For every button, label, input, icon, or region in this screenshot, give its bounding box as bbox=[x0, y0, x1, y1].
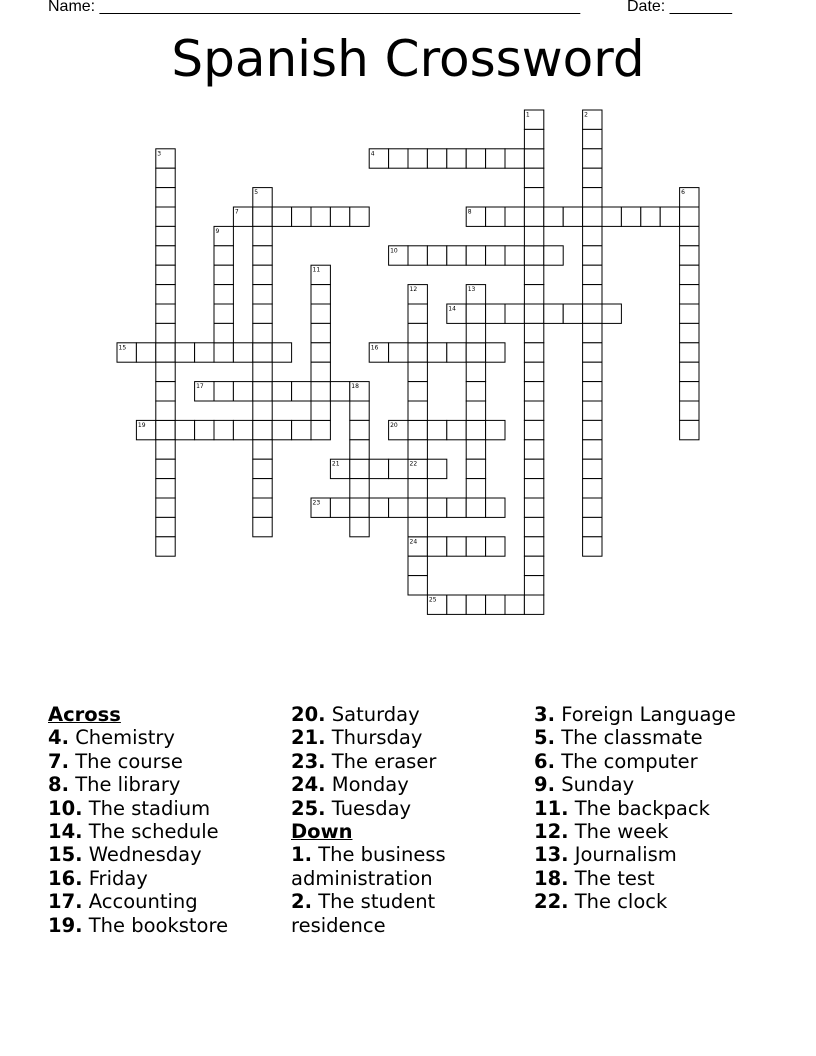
grid-cell[interactable] bbox=[466, 459, 485, 478]
grid-cell[interactable] bbox=[369, 498, 388, 517]
clue-column-2 bbox=[291, 703, 531, 937]
grid-cell[interactable] bbox=[408, 401, 427, 420]
grid-cell[interactable] bbox=[524, 265, 543, 284]
cell-number: 17 bbox=[196, 383, 204, 391]
grid-cell[interactable] bbox=[466, 323, 485, 342]
grid-cell[interactable] bbox=[466, 246, 485, 265]
grid-cell[interactable] bbox=[292, 207, 311, 226]
grid-cell[interactable] bbox=[583, 498, 602, 517]
grid-cell[interactable] bbox=[466, 479, 485, 498]
grid-cell[interactable] bbox=[389, 149, 408, 168]
clue-across-4: 4. Chemistry bbox=[48, 726, 175, 750]
grid-cell[interactable] bbox=[680, 382, 699, 401]
clue-down-1: 1. The business administration bbox=[291, 843, 446, 890]
grid-cell[interactable] bbox=[214, 304, 233, 323]
grid-cell[interactable] bbox=[524, 343, 543, 362]
grid-cell[interactable] bbox=[408, 323, 427, 342]
grid-cell[interactable] bbox=[583, 537, 602, 556]
cell-number: 13 bbox=[467, 286, 476, 294]
grid-cell[interactable] bbox=[466, 343, 485, 362]
clue-across-17: 17. Accounting bbox=[48, 890, 198, 914]
clue-across-19: 19. The bookstore bbox=[48, 913, 229, 937]
grid-cell[interactable] bbox=[156, 188, 175, 207]
grid-cell[interactable] bbox=[175, 420, 194, 439]
grid-cell[interactable] bbox=[583, 265, 602, 284]
grid-cell[interactable] bbox=[524, 498, 543, 517]
grid-cell[interactable] bbox=[486, 304, 505, 323]
grid-cell[interactable] bbox=[583, 207, 602, 226]
grid-cell[interactable] bbox=[680, 401, 699, 420]
grid-cell[interactable] bbox=[253, 401, 272, 420]
grid-cell[interactable] bbox=[350, 401, 369, 420]
grid-cell[interactable] bbox=[583, 382, 602, 401]
cell-number: 24 bbox=[409, 538, 418, 546]
grid-cell[interactable] bbox=[505, 595, 524, 614]
grid-cell[interactable] bbox=[408, 440, 427, 459]
grid-cell[interactable] bbox=[408, 362, 427, 381]
grid-cell[interactable] bbox=[641, 207, 660, 226]
grid-cell[interactable] bbox=[214, 285, 233, 304]
grid-cell[interactable] bbox=[466, 362, 485, 381]
grid-cell[interactable] bbox=[156, 343, 175, 362]
clue-across-25: 25. Tuesday bbox=[291, 796, 412, 820]
grid-cell[interactable] bbox=[408, 498, 427, 517]
grid-cell[interactable] bbox=[583, 129, 602, 148]
grid-cell[interactable] bbox=[544, 304, 563, 323]
grid-cell[interactable] bbox=[486, 246, 505, 265]
grid-cell[interactable] bbox=[292, 382, 311, 401]
clue-down-13: 13. Journalism bbox=[534, 843, 677, 867]
cell-number: 5 bbox=[254, 189, 259, 197]
grid-cell[interactable] bbox=[330, 382, 349, 401]
clue-across-24: 24. Monday bbox=[291, 773, 409, 797]
grid-cell[interactable] bbox=[524, 149, 543, 168]
cell-number: 6 bbox=[681, 189, 685, 197]
grid-cell[interactable] bbox=[466, 537, 485, 556]
grid-cell[interactable] bbox=[350, 498, 369, 517]
clue-across-7: 7. The course bbox=[48, 749, 183, 773]
clue-down-2: 2. The student residence bbox=[291, 890, 436, 937]
grid-cell[interactable] bbox=[156, 382, 175, 401]
grid-cell[interactable] bbox=[427, 459, 446, 478]
grid-cell[interactable] bbox=[447, 420, 466, 439]
clue-across-14: 14. The schedule bbox=[48, 819, 219, 843]
grid-cell[interactable] bbox=[350, 420, 369, 439]
cell-number: 11 bbox=[312, 266, 321, 274]
grid-cell[interactable] bbox=[156, 440, 175, 459]
grid-cell[interactable] bbox=[233, 382, 252, 401]
grid-cell[interactable] bbox=[583, 188, 602, 207]
grid-cell[interactable] bbox=[253, 440, 272, 459]
grid-cell[interactable] bbox=[214, 323, 233, 342]
grid-cell[interactable] bbox=[466, 401, 485, 420]
cell-number: 16 bbox=[370, 344, 379, 352]
grid-cell[interactable] bbox=[195, 420, 214, 439]
grid-cell[interactable] bbox=[524, 556, 543, 575]
grid-cell[interactable] bbox=[563, 207, 582, 226]
cell-number: 3 bbox=[157, 150, 162, 158]
grid-cell[interactable] bbox=[408, 382, 427, 401]
grid-cell[interactable] bbox=[583, 459, 602, 478]
grid-cell[interactable] bbox=[447, 149, 466, 168]
grid-cell[interactable] bbox=[253, 323, 272, 342]
grid-cell[interactable] bbox=[156, 517, 175, 536]
grid-cell[interactable] bbox=[272, 207, 291, 226]
cell-number: 12 bbox=[409, 286, 418, 294]
cell-number: 4 bbox=[370, 150, 375, 158]
grid-cell[interactable] bbox=[311, 285, 330, 304]
grid-cell[interactable] bbox=[447, 595, 466, 614]
grid-cell[interactable] bbox=[524, 362, 543, 381]
grid-cell[interactable] bbox=[524, 537, 543, 556]
grid-cell[interactable] bbox=[253, 479, 272, 498]
grid-cell[interactable] bbox=[253, 343, 272, 362]
grid-cell[interactable] bbox=[583, 168, 602, 187]
grid-cell[interactable] bbox=[253, 226, 272, 245]
grid-cell[interactable] bbox=[583, 401, 602, 420]
grid-cell[interactable] bbox=[680, 343, 699, 362]
grid-cell[interactable] bbox=[389, 498, 408, 517]
grid-cell[interactable] bbox=[156, 498, 175, 517]
grid-cell[interactable] bbox=[156, 168, 175, 187]
grid-cell[interactable] bbox=[408, 556, 427, 575]
grid-cell[interactable] bbox=[680, 304, 699, 323]
grid-cell[interactable] bbox=[524, 576, 543, 595]
grid-cell[interactable] bbox=[524, 382, 543, 401]
grid-cell[interactable] bbox=[583, 420, 602, 439]
grid-cell[interactable] bbox=[583, 285, 602, 304]
grid-cell[interactable] bbox=[680, 285, 699, 304]
cell-number: 25 bbox=[428, 596, 437, 604]
grid-cell[interactable] bbox=[524, 420, 543, 439]
grid-cell[interactable] bbox=[427, 149, 446, 168]
grid-cell[interactable] bbox=[253, 285, 272, 304]
grid-cell[interactable] bbox=[466, 382, 485, 401]
grid-cell[interactable] bbox=[427, 343, 446, 362]
across-heading: Across bbox=[48, 703, 121, 726]
grid-cell[interactable] bbox=[524, 188, 543, 207]
grid-cell[interactable] bbox=[680, 226, 699, 245]
clue-column-3 bbox=[534, 703, 794, 914]
clue-down-22: 22. The clock bbox=[534, 890, 668, 914]
grid-cell[interactable] bbox=[253, 362, 272, 381]
grid-cell[interactable] bbox=[621, 207, 640, 226]
grid-cell[interactable] bbox=[524, 285, 543, 304]
clue-across-16: 16. Friday bbox=[48, 866, 148, 890]
grid-cell[interactable] bbox=[680, 323, 699, 342]
grid-cell[interactable] bbox=[524, 226, 543, 245]
grid-cell[interactable] bbox=[602, 304, 621, 323]
grid-cell[interactable] bbox=[583, 343, 602, 362]
grid-cell[interactable] bbox=[156, 246, 175, 265]
grid-cell[interactable] bbox=[680, 246, 699, 265]
grid-cell[interactable] bbox=[524, 401, 543, 420]
page-title: Spanish Crossword bbox=[171, 30, 645, 88]
grid-cell[interactable] bbox=[195, 343, 214, 362]
grid-cell[interactable] bbox=[583, 517, 602, 536]
grid-cell[interactable] bbox=[466, 440, 485, 459]
grid-cell[interactable] bbox=[311, 382, 330, 401]
grid-cell[interactable] bbox=[505, 207, 524, 226]
grid-cell[interactable] bbox=[524, 207, 543, 226]
grid-cell[interactable] bbox=[505, 304, 524, 323]
grid-cell[interactable] bbox=[350, 479, 369, 498]
grid-cell[interactable] bbox=[156, 304, 175, 323]
clue-down-9: 9. Sunday bbox=[534, 773, 635, 797]
grid-cell[interactable] bbox=[583, 440, 602, 459]
grid-cell[interactable] bbox=[408, 517, 427, 536]
grid-cell[interactable] bbox=[253, 382, 272, 401]
grid-cell[interactable] bbox=[427, 246, 446, 265]
grid-cell[interactable] bbox=[156, 537, 175, 556]
clue-down-6: 6. The computer bbox=[534, 749, 698, 773]
grid-cell[interactable] bbox=[583, 226, 602, 245]
grid-cell[interactable] bbox=[524, 129, 543, 148]
grid-cell[interactable] bbox=[253, 420, 272, 439]
grid-cell[interactable] bbox=[330, 498, 349, 517]
grid-cell[interactable] bbox=[466, 420, 485, 439]
grid-cell[interactable] bbox=[292, 420, 311, 439]
clue-across-15: 15. Wednesday bbox=[48, 843, 202, 867]
grid-cell[interactable] bbox=[311, 343, 330, 362]
grid-cell[interactable] bbox=[369, 459, 388, 478]
clue-down-12: 12. The week bbox=[534, 819, 669, 843]
grid-cell[interactable] bbox=[408, 246, 427, 265]
grid-cell[interactable] bbox=[583, 479, 602, 498]
clue-down-3: 3. Foreign Language bbox=[534, 703, 736, 726]
grid-cell[interactable] bbox=[680, 420, 699, 439]
grid-cell[interactable] bbox=[156, 479, 175, 498]
grid-cell[interactable] bbox=[486, 420, 505, 439]
grid-cell[interactable] bbox=[156, 285, 175, 304]
grid-cell[interactable] bbox=[350, 440, 369, 459]
grid-cell[interactable] bbox=[447, 537, 466, 556]
grid-cell[interactable] bbox=[524, 440, 543, 459]
grid-cell[interactable] bbox=[214, 420, 233, 439]
cell-number: 19 bbox=[137, 421, 146, 429]
grid-cell[interactable] bbox=[408, 420, 427, 439]
clue-across-8: 8. The library bbox=[48, 773, 181, 797]
grid-cell[interactable] bbox=[350, 517, 369, 536]
grid-cell[interactable] bbox=[253, 246, 272, 265]
grid-cell[interactable] bbox=[486, 498, 505, 517]
cell-number: 14 bbox=[448, 305, 456, 313]
grid-cell[interactable] bbox=[408, 343, 427, 362]
grid-cell[interactable] bbox=[156, 323, 175, 342]
grid-cell[interactable] bbox=[156, 362, 175, 381]
grid-cell[interactable] bbox=[505, 246, 524, 265]
grid-cell[interactable] bbox=[253, 304, 272, 323]
grid-cell[interactable] bbox=[524, 304, 543, 323]
grid-cell[interactable] bbox=[447, 343, 466, 362]
grid-cell[interactable] bbox=[253, 459, 272, 478]
grid-cell[interactable] bbox=[680, 207, 699, 226]
grid-cell[interactable] bbox=[311, 420, 330, 439]
grid-cell[interactable] bbox=[330, 207, 349, 226]
grid-cell[interactable] bbox=[253, 207, 272, 226]
cell-number: 1 bbox=[525, 111, 530, 119]
grid-cell[interactable] bbox=[214, 382, 233, 401]
grid-cell[interactable] bbox=[524, 479, 543, 498]
grid-cell[interactable] bbox=[311, 304, 330, 323]
grid-cell[interactable] bbox=[544, 207, 563, 226]
grid-cell[interactable] bbox=[524, 246, 543, 265]
grid-cell[interactable] bbox=[583, 246, 602, 265]
grid-cell[interactable] bbox=[156, 207, 175, 226]
grid-cell[interactable] bbox=[524, 459, 543, 478]
grid-cell[interactable] bbox=[466, 498, 485, 517]
cell-number: 22 bbox=[409, 460, 418, 468]
grid-cell[interactable] bbox=[311, 207, 330, 226]
clue-across-10: 10. The stadium bbox=[48, 796, 211, 820]
clue-across-23: 23. The eraser bbox=[291, 749, 437, 773]
clue-across-21: 21. Thursday bbox=[291, 726, 423, 750]
grid-cell[interactable] bbox=[408, 304, 427, 323]
grid-cell[interactable] bbox=[156, 226, 175, 245]
grid-cell[interactable] bbox=[272, 420, 291, 439]
grid-cell[interactable] bbox=[466, 595, 485, 614]
grid-cell[interactable] bbox=[524, 168, 543, 187]
grid-cell[interactable] bbox=[427, 420, 446, 439]
cell-number: 18 bbox=[351, 383, 359, 391]
grid-cell[interactable] bbox=[427, 498, 446, 517]
name-field-label: Name: ______________________________________________________ bbox=[48, 0, 581, 15]
grid-cell[interactable] bbox=[311, 323, 330, 342]
cell-number: 9 bbox=[215, 227, 220, 235]
grid-cell[interactable] bbox=[583, 323, 602, 342]
clue-across-20: 20. Saturday bbox=[291, 703, 420, 726]
grid-cell[interactable] bbox=[175, 343, 194, 362]
grid-cell[interactable] bbox=[544, 246, 563, 265]
clue-column-1 bbox=[48, 703, 288, 937]
grid-cell[interactable] bbox=[156, 459, 175, 478]
grid-cell[interactable] bbox=[602, 207, 621, 226]
grid-cell[interactable] bbox=[447, 246, 466, 265]
cell-number: 7 bbox=[234, 208, 239, 216]
down-heading: Down bbox=[291, 819, 353, 843]
grid-cell[interactable] bbox=[389, 343, 408, 362]
date-field-label: Date: _______ bbox=[627, 0, 732, 15]
grid-cell[interactable] bbox=[486, 207, 505, 226]
cell-number: 23 bbox=[312, 499, 321, 507]
grid-cell[interactable] bbox=[253, 498, 272, 517]
grid-cell[interactable] bbox=[524, 323, 543, 342]
grid-cell[interactable] bbox=[253, 517, 272, 536]
cell-number: 10 bbox=[390, 247, 398, 255]
grid-cell[interactable] bbox=[350, 207, 369, 226]
grid-cell[interactable] bbox=[583, 149, 602, 168]
grid-cell[interactable] bbox=[311, 401, 330, 420]
cell-number: 8 bbox=[467, 208, 472, 216]
grid-cell[interactable] bbox=[466, 304, 485, 323]
grid-cell[interactable] bbox=[214, 343, 233, 362]
grid-cell[interactable] bbox=[214, 246, 233, 265]
grid-cell[interactable] bbox=[408, 576, 427, 595]
grid-cell[interactable] bbox=[156, 265, 175, 284]
grid-cell[interactable] bbox=[486, 595, 505, 614]
grid-cell[interactable] bbox=[389, 459, 408, 478]
clue-down-11: 11. The backpack bbox=[534, 796, 710, 820]
grid-cell[interactable] bbox=[447, 498, 466, 517]
grid-cell[interactable] bbox=[272, 382, 291, 401]
cell-number: 21 bbox=[331, 460, 340, 468]
grid-cell[interactable] bbox=[505, 149, 524, 168]
grid-cell[interactable] bbox=[583, 362, 602, 381]
grid-cell[interactable] bbox=[563, 304, 582, 323]
clue-down-18: 18. The test bbox=[534, 866, 655, 890]
grid-cell[interactable] bbox=[524, 595, 543, 614]
grid-cell[interactable] bbox=[233, 343, 252, 362]
cell-number: 20 bbox=[390, 421, 398, 429]
grid-cell[interactable] bbox=[311, 362, 330, 381]
grid-cell[interactable] bbox=[680, 362, 699, 381]
grid-cell[interactable] bbox=[253, 265, 272, 284]
grid-cell[interactable] bbox=[350, 459, 369, 478]
cell-number: 2 bbox=[584, 111, 588, 119]
grid-cell[interactable] bbox=[272, 343, 291, 362]
grid-cell[interactable] bbox=[660, 207, 679, 226]
cell-number: 15 bbox=[118, 344, 127, 352]
grid-cell[interactable] bbox=[233, 420, 252, 439]
grid-cell[interactable] bbox=[583, 304, 602, 323]
grid-cell[interactable] bbox=[486, 149, 505, 168]
grid-cell[interactable] bbox=[408, 479, 427, 498]
grid-cell[interactable] bbox=[427, 537, 446, 556]
grid-cell[interactable] bbox=[156, 420, 175, 439]
grid-cell[interactable] bbox=[524, 517, 543, 536]
grid-cell[interactable] bbox=[408, 149, 427, 168]
grid-cell[interactable] bbox=[214, 265, 233, 284]
grid-cell[interactable] bbox=[486, 343, 505, 362]
grid-cell[interactable] bbox=[156, 401, 175, 420]
grid-cell[interactable] bbox=[466, 149, 485, 168]
clue-down-5: 5. The classmate bbox=[534, 726, 703, 750]
grid-cell[interactable] bbox=[486, 537, 505, 556]
grid-cell[interactable] bbox=[136, 343, 155, 362]
grid-cell[interactable] bbox=[680, 265, 699, 284]
